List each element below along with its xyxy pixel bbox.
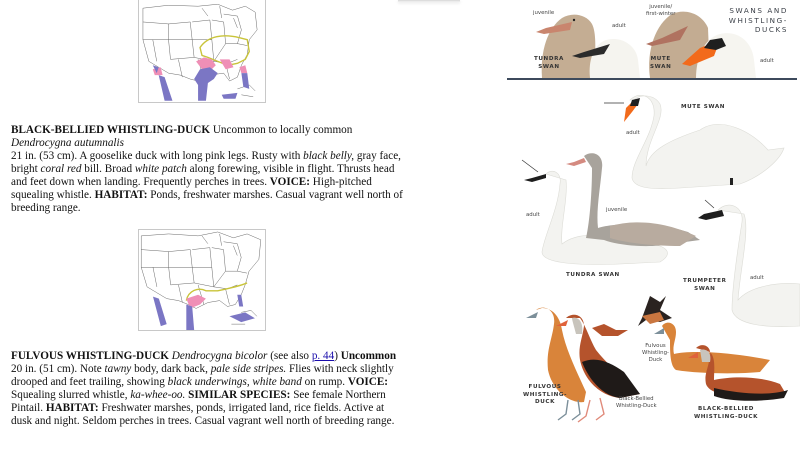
emphasis-text: white patch [134, 163, 187, 175]
species-entry-black-bellied [11, 124, 403, 215]
emphasis-text: pale side stripes. [210, 363, 287, 375]
description-text: bill. Broad [81, 163, 135, 175]
name-line: DUCK [535, 399, 556, 405]
name-line: SWAN [538, 63, 560, 70]
description-text: See female Northern [290, 389, 386, 401]
label-mute-swan-head [650, 56, 671, 71]
see-also-text: ) [334, 350, 341, 362]
name-line: WHISTLING-DUCK [694, 413, 759, 420]
label-tundra-full-juvenile: juvenile [606, 207, 628, 213]
species-status: Uncommon [340, 350, 397, 362]
label-tundra-juvenile: juvenile [533, 10, 555, 16]
description-text: Flies with neck slightly [286, 363, 394, 375]
description-text: on rump. [301, 376, 348, 388]
plate-title-line: WHISTLING- [728, 15, 788, 25]
label-line: Whistling- [642, 350, 669, 356]
emphasis-text: ka-whee-oo. [130, 389, 186, 401]
description-text: gray face, [354, 150, 401, 162]
label-line: Whistling-Duck [616, 403, 657, 409]
label-fulvous-whistling-duck [523, 384, 567, 407]
label-line: Fulvous [645, 343, 666, 349]
name-line: SWAN [694, 285, 716, 292]
range-map-svg [139, 0, 265, 102]
species-name: BLACK-BELLIED WHISTLING-DUCK [11, 124, 211, 136]
label-mute-adult: adult [760, 58, 774, 64]
emphasis-text: coral red [40, 163, 82, 175]
label-tundra-swan-head [534, 56, 564, 71]
name-line: FULVOUS [528, 384, 562, 390]
emphasis-text: black underwings, white band [167, 376, 302, 388]
name-line: BLACK-BELLIED [698, 406, 755, 412]
description-text: dusk and night. Seldom perches in trees. Casual vagrant well north of breeding range. [11, 415, 395, 427]
description-text: and feet down when landing. Frequently perches in trees. [11, 176, 270, 188]
range-map-fulvous [138, 229, 266, 331]
emphasis-text: black belly, [303, 150, 355, 162]
label-tundra-adult: adult [612, 23, 626, 29]
voice-heading: VOICE: [347, 376, 389, 388]
page-44-link[interactable]: p. 44 [311, 350, 335, 362]
see-also-text: (see also [267, 350, 312, 362]
label-mute-swan: MUTE SWAN [681, 104, 726, 110]
description-text: 21 in. (53 cm). A gooselike duck with long pink legs. Rusty with [11, 150, 304, 162]
label-line: Duck [648, 357, 663, 363]
description-text: body, dark back, [131, 363, 211, 375]
label-fulvous-small [642, 343, 669, 364]
name-line: MUTE [650, 56, 671, 62]
description-text: bright [11, 163, 41, 175]
similar-species-heading: SIMILAR SPECIES: [188, 389, 291, 401]
label-black-bellied-small [616, 396, 657, 410]
description-text: High-pitched [309, 176, 372, 188]
species-name: FULVOUS WHISTLING-DUCK [11, 350, 169, 362]
label-mute-full-adult: adult [626, 130, 640, 136]
plate-title-line: DUCKS [754, 25, 788, 34]
name-line: TRUMPETER [683, 278, 727, 284]
description-text: squealing whistle. [11, 189, 95, 201]
name-line: SWAN [650, 63, 672, 70]
label-line: first-winter [646, 11, 676, 17]
illustration-plate [500, 0, 800, 460]
label-line: Black-Bellied [619, 396, 654, 402]
label-trumpeter-adult: adult [750, 275, 764, 281]
range-map-black-bellied [138, 0, 266, 103]
label-mute-juvenile [646, 4, 675, 18]
scientific-name: Dendrocygna bicolor [171, 350, 268, 362]
description-text: Ponds, freshwater marshes. Casual vagrant well north of [147, 189, 403, 201]
description-text: drooped and feet trailing, showing [11, 376, 168, 388]
voice-heading: VOICE: [269, 176, 310, 188]
emphasis-text: tawny [104, 363, 132, 375]
description-text: Pintail. [11, 402, 46, 414]
plate-title-line: SWANS AND [729, 6, 788, 15]
window-edge-shadow [398, 0, 460, 2]
habitat-heading: HABITAT: [45, 402, 99, 414]
description-text: Squealing slurred whistle, [11, 389, 131, 401]
description-text: Freshwater marshes, ponds, irrigated land, rice fields. Active at [98, 402, 385, 414]
scientific-name: Dendrocygna autumnalis [11, 137, 124, 149]
label-tundra-full-adult: adult [526, 212, 540, 218]
label-black-bellied-whistling-duck [694, 406, 758, 421]
description-text: breeding range. [11, 202, 81, 214]
description-text: along forewing, visible in flight. Thrusts head [186, 163, 395, 175]
label-tundra-swan: TUNDRA SWAN [566, 272, 620, 278]
habitat-heading: HABITAT: [94, 189, 148, 201]
name-line: WHISTLING- [523, 391, 568, 398]
label-trumpeter-swan [683, 278, 727, 293]
name-line: TUNDRA [534, 56, 564, 62]
header-divider [507, 78, 797, 80]
description-text: 20 in. (51 cm). Note [11, 363, 105, 375]
species-status: Uncommon to locally common [210, 124, 353, 136]
species-entry-fulvous [11, 350, 396, 428]
range-map-svg [139, 230, 265, 330]
label-line: juvenile/ [649, 4, 673, 10]
plate-title [729, 6, 788, 35]
